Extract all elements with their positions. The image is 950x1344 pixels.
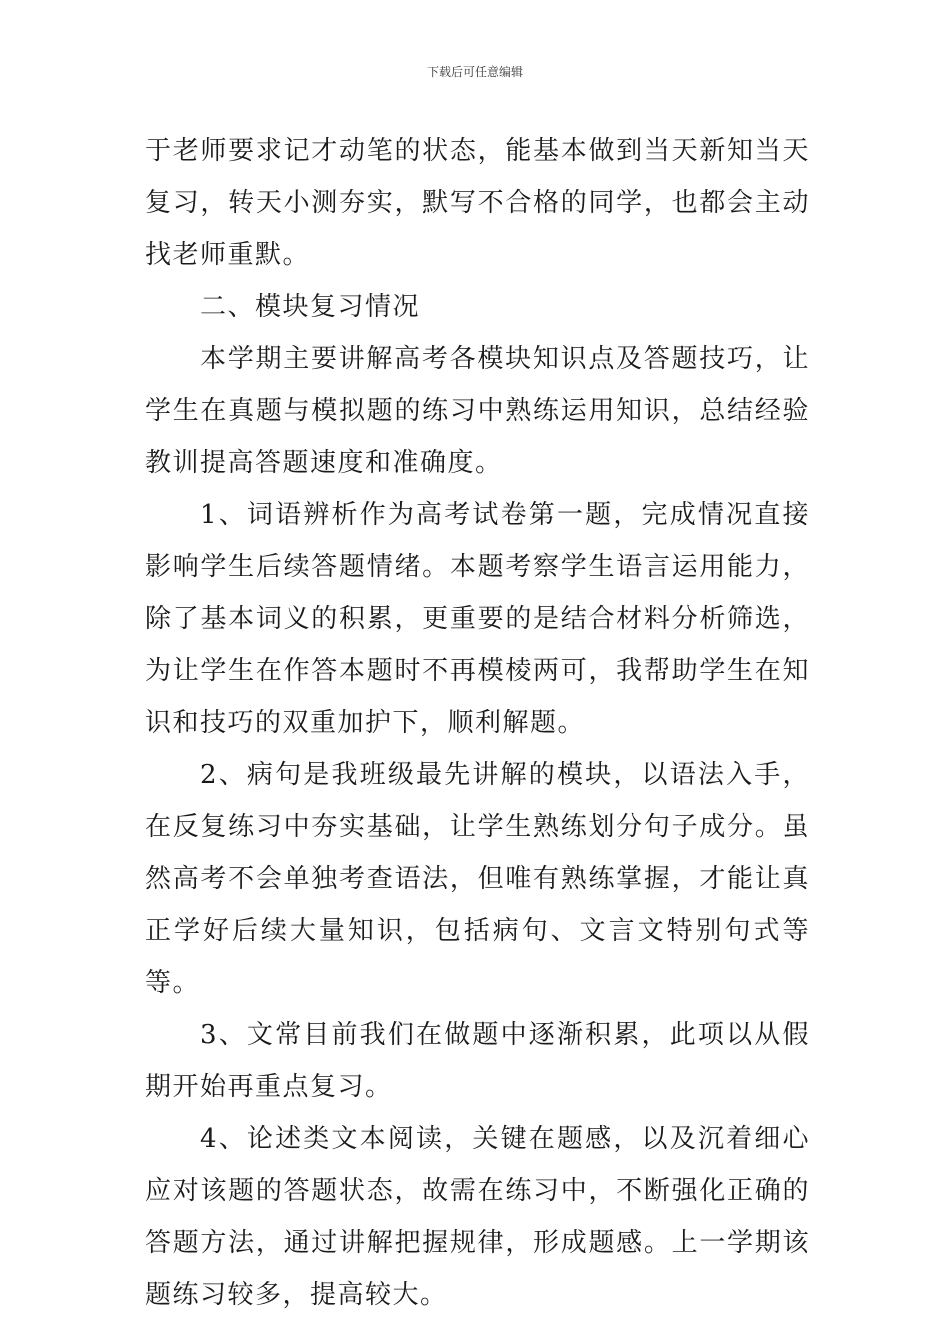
- paragraph-continuation: 于老师要求记才动笔的状态，能基本做到当天新知当天复习，转天小测夯实，默写不合格的同学，也都会主动找老师重默。: [145, 136, 810, 270]
- paragraph-item-4: 4、论述类文本阅读，关键在题感，以及沉着细心应对该题的答题状态，故需在练习中，不断强化正确的答题方法，通过讲解把握规律，形成题感。上一学期该题练习较多，提高较大。: [145, 1124, 810, 1310]
- paragraph-semester-overview: 本学期主要讲解高考各模块知识点及答题技巧，让学生在真题与模拟题的练习中熟练运用知识，总结经验教训提高答题速度和准确度。: [145, 344, 810, 478]
- page-header: 下载后可任意编辑: [426, 65, 523, 79]
- paragraph-item-2: 2、病句是我班级最先讲解的模块，以语法入手，在反复练习中夯实基础，让学生熟练划分句子成分。虽然高考不会单独考查语法，但唯有熟练掌握，才能让真正学好后续大量知识，包括病句、文言文特别句式等等。: [145, 760, 810, 998]
- document-body: [145, 125, 810, 1321]
- section-heading-module-review: 二、模块复习情况: [200, 292, 421, 322]
- paragraph-item-3: 3、文常目前我们在做题中逐渐积累，此项以从假期开始再重点复习。: [145, 1020, 810, 1102]
- paragraph-item-1: 1、词语辨析作为高考试卷第一题，完成情况直接影响学生后续答题情绪。本题考察学生语言运用能力，除了基本词义的积累，更重要的是结合材料分析筛选，为让学生在作答本题时不再模棱两可，我帮助学生在知识和技巧的双重加护下，顺利解题。: [145, 500, 810, 738]
